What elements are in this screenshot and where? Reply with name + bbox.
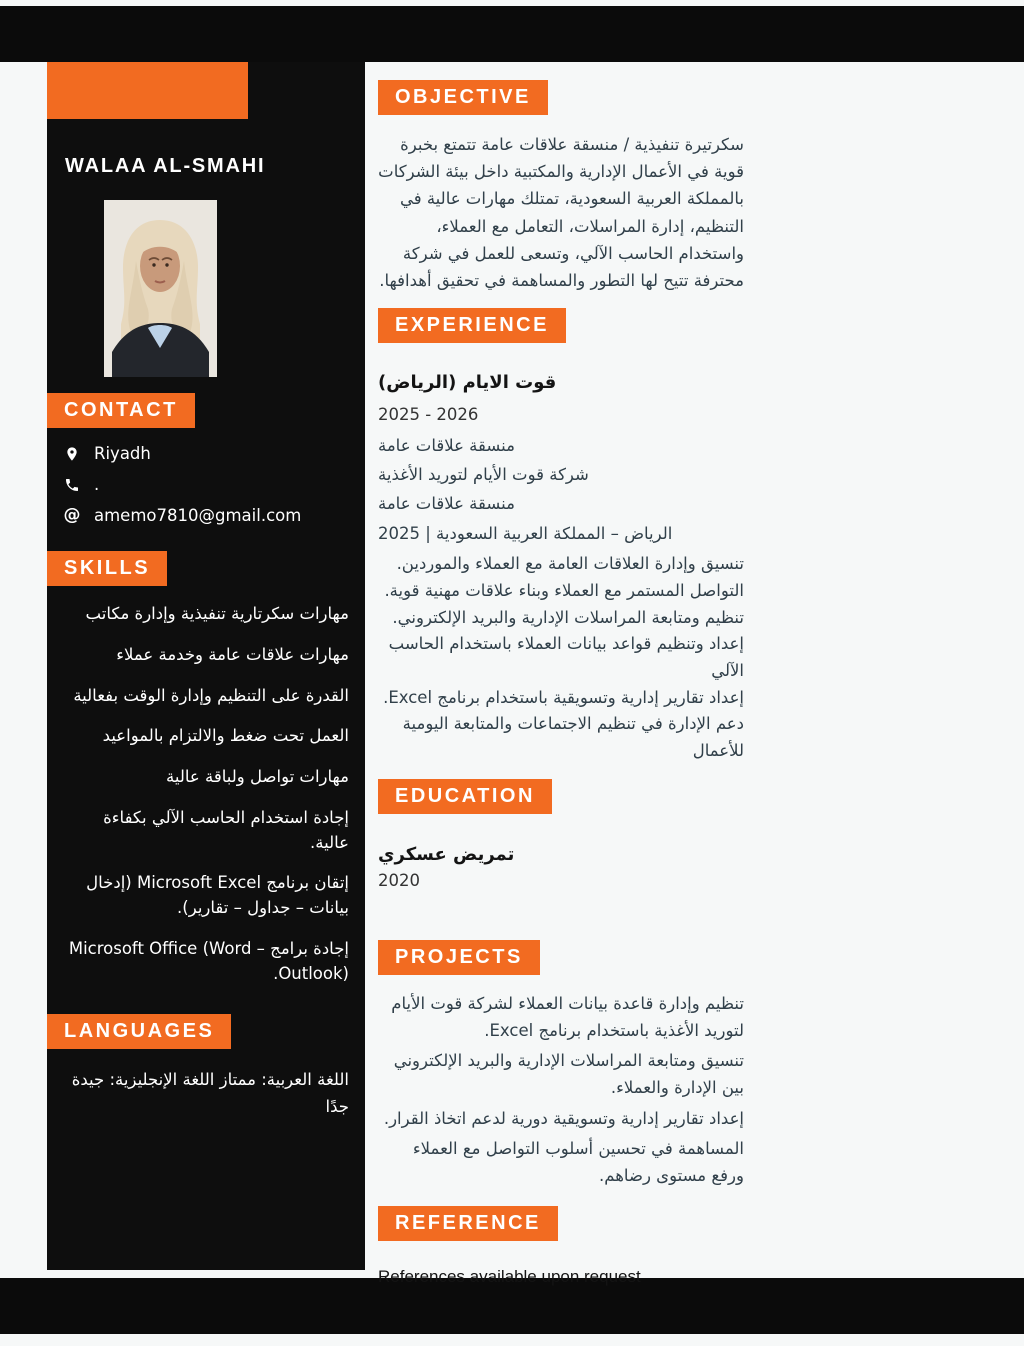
languages-text: اللغة العربية: ممتاز اللغة الإنجليزية: جيدة جدًا (71, 1070, 349, 1116)
contact-item-location (63, 444, 365, 463)
experience-location-year: الرياض – المملكة العربية السعودية | 2025 (378, 523, 673, 543)
name-accent-block (47, 62, 248, 119)
skill-item: مهارات سكرتارية تنفيذية وإدارة مكاتب (85, 604, 349, 623)
project-item: المساهمة في تحسين أسلوب التواصل مع العملاء ورفع مستوى رضاهم. (412, 1139, 744, 1186)
skills-section-header: SKILLS (47, 551, 167, 586)
top-border-bar (0, 6, 1024, 62)
project-item: تنسيق ومتابعة المراسلات الإدارية والبريد الإلكتروني بين الإدارة والعملاء. (393, 1051, 744, 1097)
languages-section-header: LANGUAGES (47, 1014, 231, 1049)
skill-item: القدرة على التنظيم وإدارة الوقت بفعالية (73, 685, 349, 705)
experience-duty: دعم الإدارة في تنظيم الاجتماعات والمتابعة اليومية للأعمال (402, 714, 744, 761)
page-content (47, 62, 744, 1287)
contact-item-email (63, 506, 365, 525)
skill-item: مهارات تواصل ولباقة عالية (166, 767, 349, 786)
skill-item: مهارات علاقات عامة وخدمة عملاء (116, 644, 349, 664)
education-section-header: EDUCATION (378, 779, 552, 814)
skill-item: إجادة استخدام الحاسب الآلي بكفاءة عالية. (103, 807, 349, 852)
contact-section-header: CONTACT (47, 393, 195, 428)
experience-section-header: EXPERIENCE (378, 308, 566, 343)
experience-duty: تنسيق وإدارة العلاقات العامة مع العملاء والموردين. (396, 554, 744, 574)
reference-section-header: REFERENCE (378, 1206, 558, 1241)
profile-photo-illustration (104, 200, 217, 377)
education-entry (378, 844, 744, 890)
experience-job-title: قوت الايام (الرياض) (378, 372, 557, 394)
email-at-icon: @ (63, 505, 81, 525)
contact-location-text: Riyadh (94, 444, 151, 463)
skill-item: العمل تحت ضغط والالتزام بالمواعيد (102, 726, 349, 746)
experience-role-2: منسقة علاقات عامة (378, 494, 515, 514)
projects-section-header: PROJECTS (378, 940, 540, 975)
experience-duties (378, 551, 744, 765)
education-degree: تمريض عسكري (378, 843, 515, 865)
sidebar (47, 62, 365, 1270)
objective-section-header: OBJECTIVE (378, 80, 548, 115)
experience-role: منسقة علاقات عامة (378, 435, 515, 455)
contact-item-phone (63, 475, 365, 494)
education-year: 2020 (378, 870, 420, 890)
experience-duty: إعداد تقارير إدارية وتسويقية باستخدام برنامج Excel. (383, 687, 744, 707)
contact-email-text: amemo7810@gmail.com (94, 506, 302, 525)
projects-list (378, 991, 744, 1190)
experience-dates: 2025 - 2026 (378, 405, 479, 425)
contact-list (63, 444, 365, 525)
phone-icon (63, 476, 81, 494)
main-column (378, 62, 744, 1287)
candidate-name: WALAA AL-SMAHI (65, 155, 266, 177)
location-pin-icon (63, 445, 81, 463)
objective-text: سكرتيرة تنفيذية / منسقة علاقات عامة تتمتع بخبرة قوية في الأعمال الإدارية والمكتبية داخل بيئة الشركات بالمملكة العربية السعودية، تمتلك مهارات عالية في التنظيم، إدارة المراسلات، التعامل مع العملاء، واستخدام الحاسب الآلي، وتسعى للعمل في شركة محترفة تتيح لها التطور والمساهمة في تحقيق أهدافها. (378, 135, 744, 291)
skills-list (47, 586, 365, 986)
reference-text: References available upon request (378, 1266, 641, 1286)
experience-duty: إعداد وتنظيم قواعد بيانات العملاء باستخدام الحاسب الآلي (388, 634, 744, 680)
profile-photo (104, 200, 217, 377)
project-item: إعداد تقارير إدارية وتسويقية دورية لدعم اتخاذ القرار. (383, 1108, 744, 1128)
experience-duty: التواصل المستمر مع العملاء وبناء علاقات مهنية قوية. (384, 580, 744, 600)
experience-header-block (378, 369, 744, 547)
contact-phone-text: . (94, 475, 100, 494)
experience-company: شركة قوت الأيام لتوريد الأغذية (378, 464, 589, 484)
skill-item: إتقان برنامج Microsoft Excel (إدخال بيانات – جداول – تقارير). (86, 873, 349, 917)
skill-item: إجادة برامج Microsoft Office (Word – Outlook). (68, 938, 349, 983)
experience-duty: تنظيم ومتابعة المراسلات الإدارية والبريد الإلكتروني. (392, 607, 744, 627)
project-item: تنظيم وإدارة قاعدة بيانات العملاء لشركة قوت الأيام لتوريد الأغذية باستخدام برنامج Excel. (391, 993, 744, 1040)
